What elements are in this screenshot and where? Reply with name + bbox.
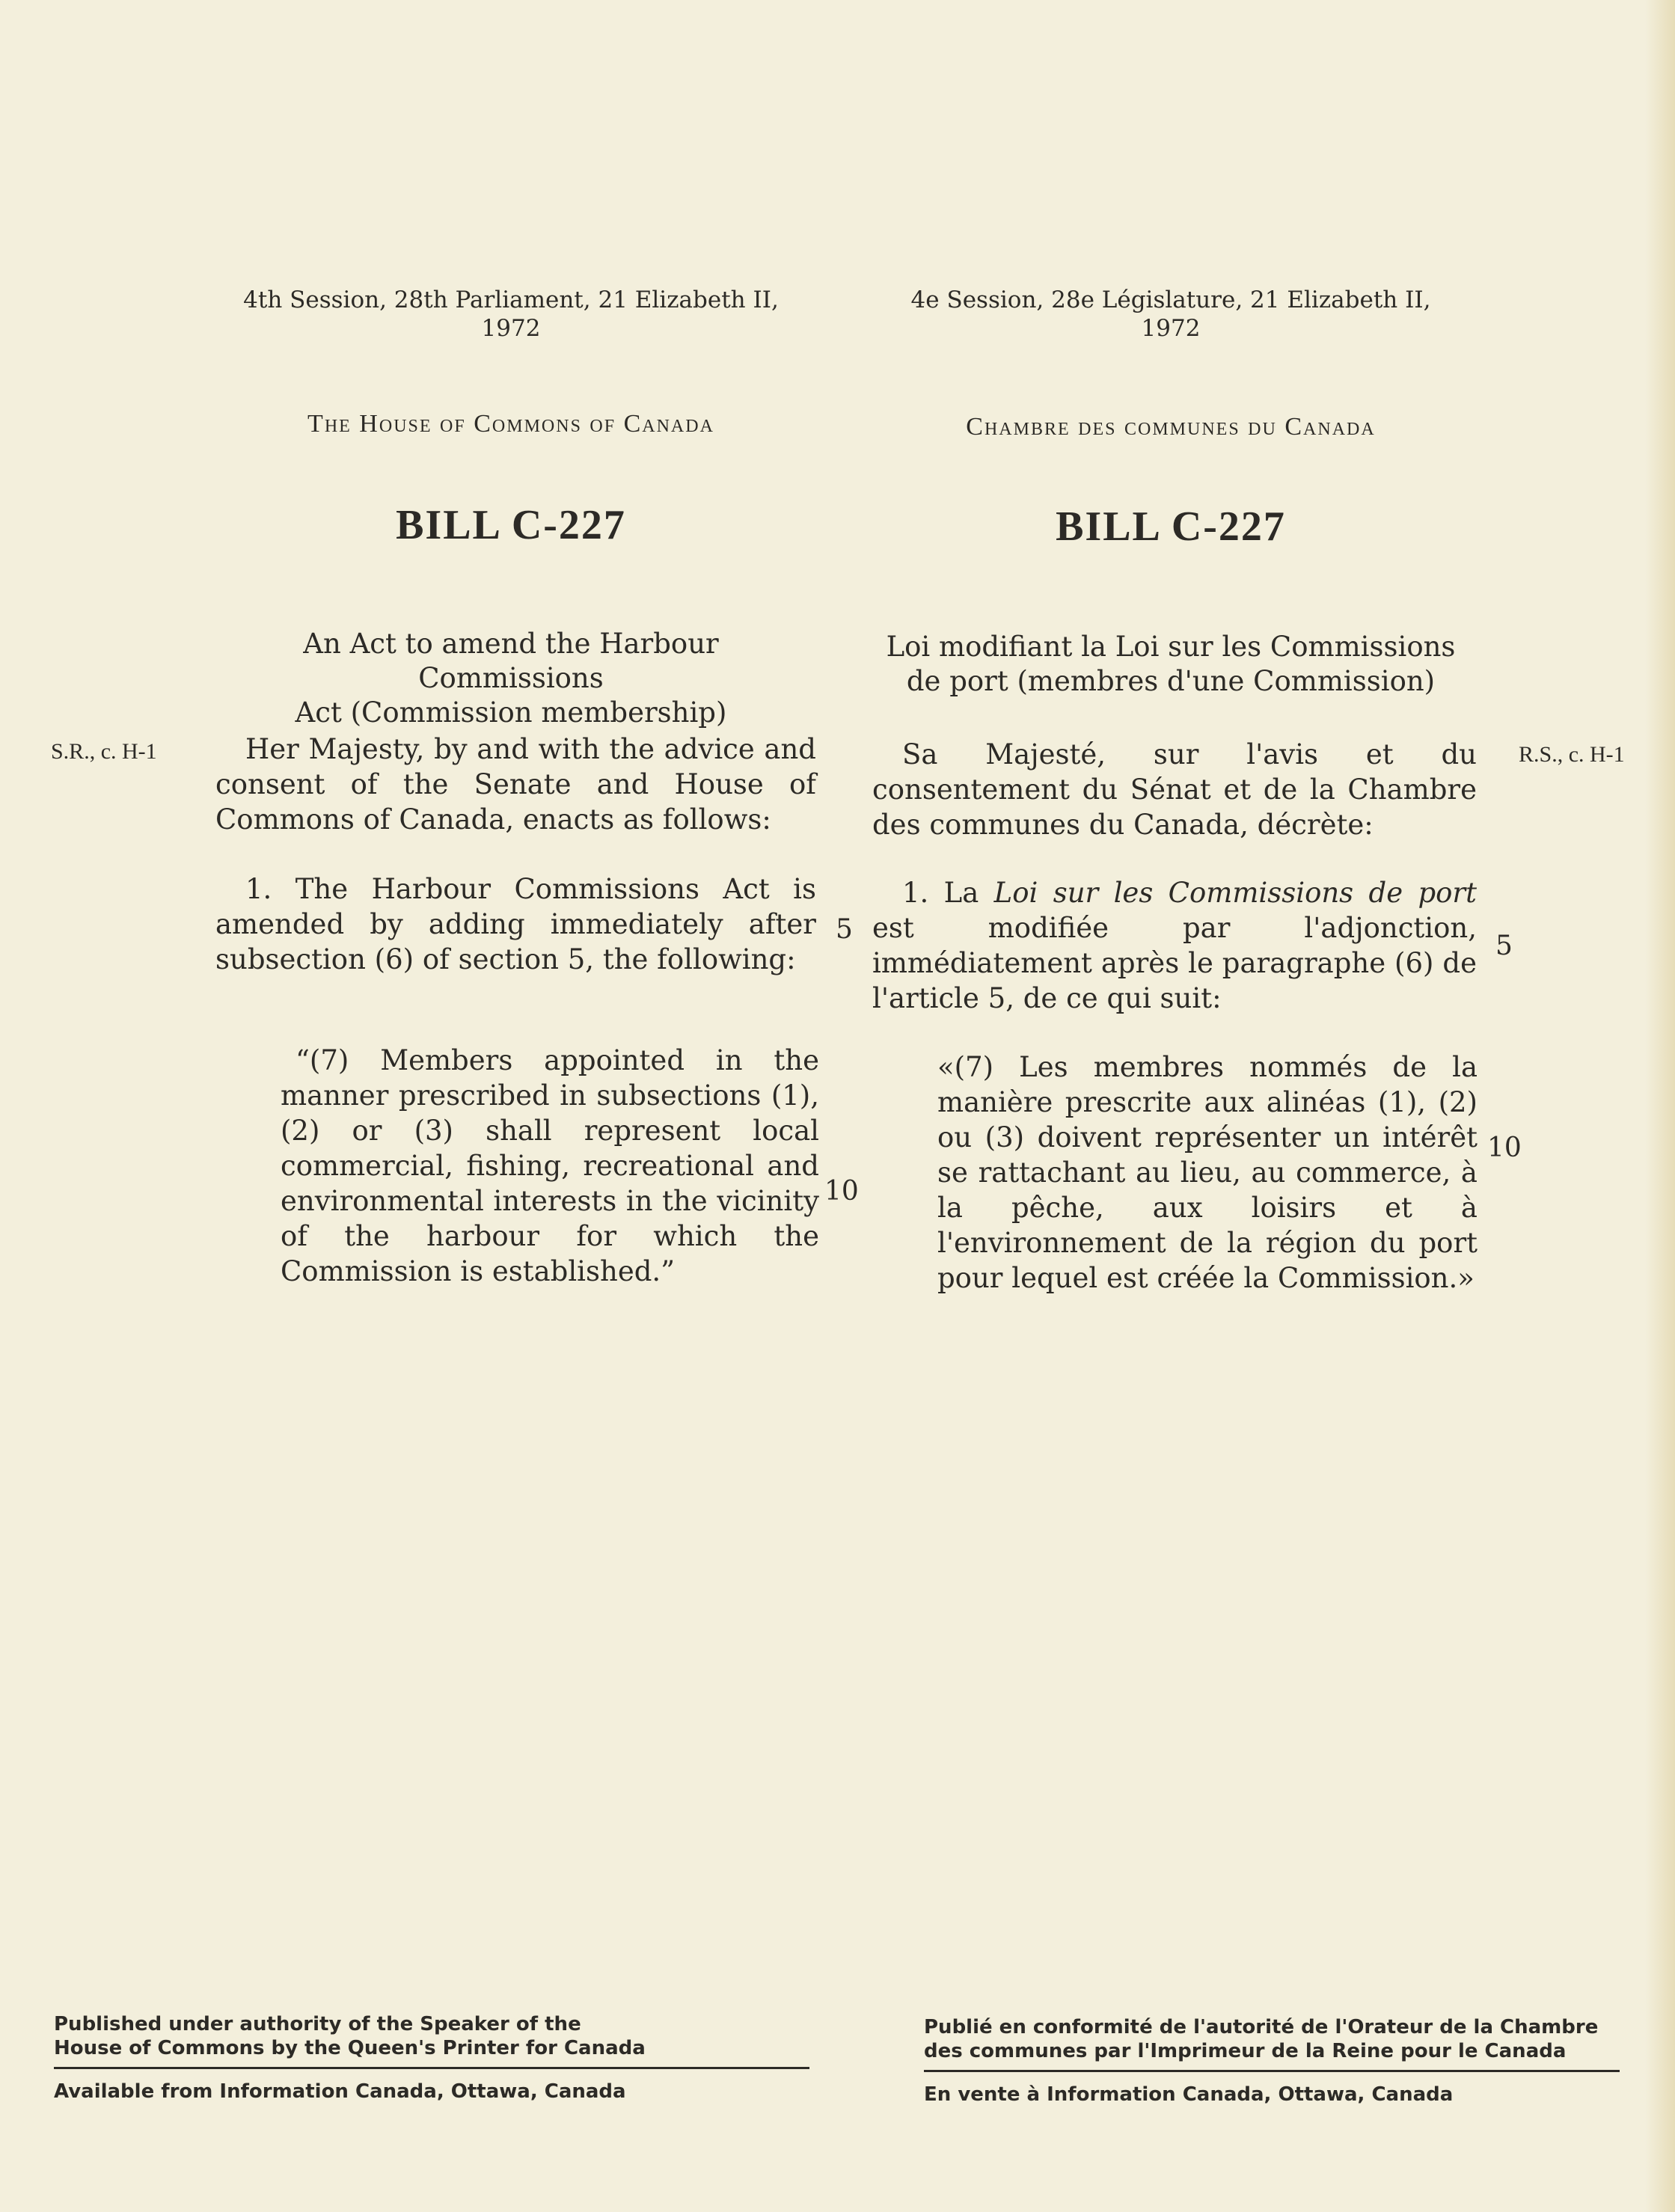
fr-house-heading: Chambre des communes du Canada xyxy=(966,413,1376,441)
fr-title-line2: de port (membres d'une Commission) xyxy=(906,665,1436,697)
fr-section-1-number: 1. La xyxy=(902,877,979,909)
fr-footer-rule xyxy=(924,2070,1620,2072)
en-bill-number: BILL C-227 xyxy=(396,502,626,548)
fr-enacting-clause: Sa Majesté, sur l'avis et du consentement du Sénat et de la Chambre des communes du Canada, décrète: xyxy=(872,738,1477,841)
fr-title-line1: Loi modifiant la Loi sur les Commissions xyxy=(886,631,1456,663)
fr-bill-title xyxy=(872,630,1470,699)
en-footer-publisher xyxy=(54,2012,699,2060)
en-line-number-5: 5 xyxy=(836,914,853,945)
en-enacting-clause: Her Majesty, by and with the advice and consent of the Senate and House of Commons of Canada, enacts as follows: xyxy=(215,733,816,836)
en-footer-line1: Published under authority of the Speaker of the xyxy=(54,2013,581,2035)
en-title-line1: An Act to amend the Harbour Commissions xyxy=(303,628,719,694)
fr-section-1-text: est modifiée par l'adjonction, immédiatement après le paragraphe (6) de l'article 5, de ce qui suit: xyxy=(872,912,1477,1014)
fr-marginal-note: R.S., c. H-1 xyxy=(1519,742,1625,767)
fr-footer-available: En vente à Information Canada, Ottawa, Canada xyxy=(924,2083,1454,2106)
en-subsection-7: “(7) Members appointed in the manner prescribed in subsections (1), (2) or (3) shall represent local commercial, fishing, recreational and environmental interests in the vicinity of the harbour for which the Commission is established.” xyxy=(281,1044,819,1287)
fr-session xyxy=(872,286,1470,343)
en-footer-available: Available from Information Canada, Ottawa, Canada xyxy=(54,2080,626,2103)
fr-section-1 xyxy=(872,875,1477,1016)
fr-bill-number: BILL C-227 xyxy=(1056,503,1286,550)
en-footer-rule xyxy=(54,2067,809,2069)
en-section-1: 1. The Harbour Commissions Act is amended by adding immediately after subsection (6) of section 5, the following: xyxy=(215,873,816,975)
fr-session-line1: 4e Session, 28e Législature, 21 Elizabeth II, xyxy=(910,287,1431,313)
en-title-line2: Act (Commission membership) xyxy=(295,696,727,729)
fr-subsection-7: «(7) Les membres nommés de la manière prescrite aux alinéas (1), (2) ou (3) doivent représenter un intérêt se rattachant au lieu, au commerce, à la pêche, aux loisirs et à l'environnement de la région du port pour lequel est créée la Commission.» xyxy=(937,1051,1478,1294)
fr-footer-publisher xyxy=(924,2015,1627,2063)
en-line-number-10: 10 xyxy=(824,1176,859,1207)
fr-line-number-10: 10 xyxy=(1487,1133,1522,1163)
en-marginal-note: S.R., c. H-1 xyxy=(51,739,157,764)
en-session-year: 1972 xyxy=(481,315,541,342)
fr-footer-line1: Publié en conformité de l'autorité de l'Orateur de la Chambre xyxy=(924,2016,1599,2038)
fr-session-year: 1972 xyxy=(1141,315,1201,342)
fr-footer-line2: des communes par l'Imprimeur de la Reine pour le Canada xyxy=(924,2040,1567,2062)
page-edge xyxy=(1645,0,1675,2212)
en-session xyxy=(212,286,810,343)
en-house-heading: The House of Commons of Canada xyxy=(307,410,714,438)
en-footer-line2: House of Commons by the Queen's Printer for Canada xyxy=(54,2037,646,2059)
fr-section-1-act-name: Loi sur les Commissions de port xyxy=(993,877,1477,909)
en-bill-title xyxy=(212,627,810,730)
fr-line-number-5: 5 xyxy=(1495,931,1513,961)
en-session-line1: 4th Session, 28th Parliament, 21 Elizabeth II, xyxy=(243,287,779,313)
